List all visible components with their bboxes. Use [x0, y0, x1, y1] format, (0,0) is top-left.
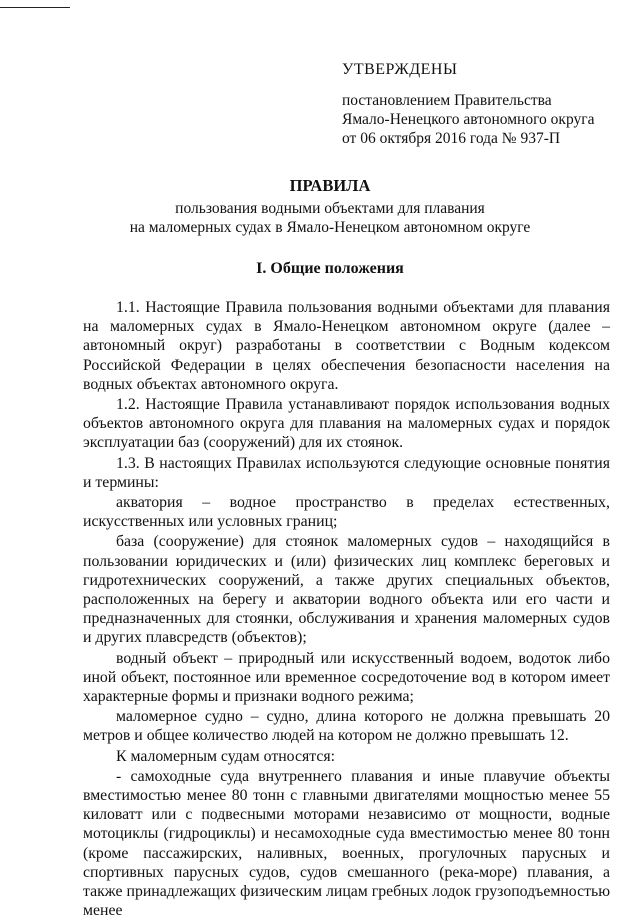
- paragraph: - самоходные суда внутреннего плавания и иные плавучие объекты вместимостью менее 80 тонн с главными двигателями мощностью менее 55 киловатт или с подвесными моторами независимо от мощности, водные мотоциклы (гидроциклы) и несамоходные суда вместимостью менее 80 тонн (кроме пассажирских, наливных, военных, прогулочных парусных и спортивных парусных судов, судов смешанного (река-море) плавания, а также принадлежащих физическим лицам гребных лодок грузоподъемностью менее: [83, 767, 610, 920]
- paragraph: база (сооружение) для стоянок маломерных судов – находящийся в пользовании юридических и (или) физических лиц комплекс береговых и гидротехнических сооружений, а также других специальных объектов, расположенных на берегу и акватории водного объекта или его части и предназначенных для стоянки, обслуживания и хранения маломерных судов и других плавсредств (объектов);: [83, 533, 610, 647]
- paragraph: 1.2. Настоящие Правила устанавливают порядок использования водных объектов автономного округа для плавания на маломерных судах и порядок эксплуатации баз (сооружений) для их стоянок.: [83, 396, 610, 452]
- paragraph: водный объект – природный или искусственный водоем, водоток либо иной объект, постоянное или временное сосредоточение вод в котором имеет характерные формы и признаки водного режима;: [83, 649, 610, 706]
- paragraph: К маломерным судам относятся:: [116, 747, 336, 765]
- document-title-block: [80, 176, 580, 237]
- document-subtitle-line: на маломерных судах в Ямало-Ненецком автономном округе: [129, 219, 531, 236]
- document-title: ПРАВИЛА: [289, 176, 371, 195]
- paragraph: 1.1. Настоящие Правила пользования водными объектами для плавания на маломерных судах в Ямало-Ненецком автономном округе (далее – автономный округ) разработаны в соответствии с Водным кодексом Российской Федерации в целях обеспечения безопасности населения на водных объектах автономного округа.: [83, 299, 610, 393]
- approval-line: от 06 октября 2016 года № 937-П: [342, 130, 561, 147]
- approval-line: Ямало-Ненецкого автономного округа: [342, 111, 595, 128]
- paragraph: маломерное судно – судно, длина которого не должна превышать 20 метров и общее количество людей на котором не должно превышать 12.: [83, 708, 610, 745]
- approval-heading: УТВЕРЖДЕНЫ: [342, 61, 458, 78]
- approval-line: постановлением Правительства: [342, 92, 552, 109]
- document-subtitle-line: пользования водными объектами для плавания: [175, 200, 485, 217]
- approval-block: [342, 60, 632, 148]
- paragraph: акватория – водное пространство в пределах естественных, искусственных или условных границ;: [83, 494, 610, 531]
- document-body: [83, 298, 610, 922]
- paragraph: 1.3. В настоящих Правилах используются следующие основные понятия и термины:: [83, 454, 610, 491]
- section-heading: I. Общие положения: [256, 260, 404, 277]
- corner-line: [0, 7, 70, 8]
